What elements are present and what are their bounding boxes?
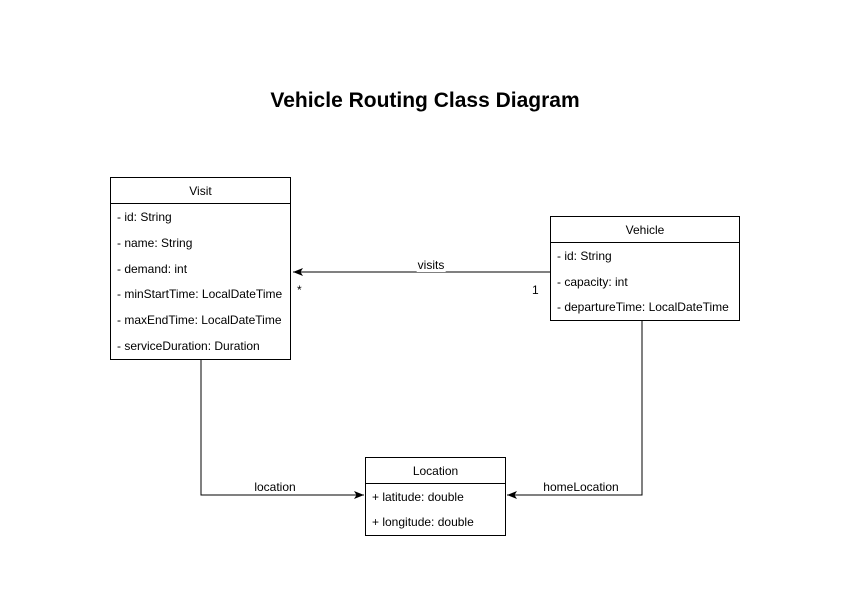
class-visit-attribute: - maxEndTime: LocalDateTime bbox=[117, 313, 282, 328]
edge-home-location[interactable] bbox=[507, 321, 642, 495]
class-visit-attribute: - id: String bbox=[117, 209, 172, 224]
class-visit-attribute: - demand: int bbox=[117, 261, 188, 276]
multiplicity-visits-source: 1 bbox=[532, 283, 539, 297]
class-vehicle-attribute: - id: String bbox=[557, 248, 612, 263]
edge-location[interactable] bbox=[201, 360, 364, 495]
class-visit-attribute: - minStartTime: LocalDateTime bbox=[117, 287, 283, 302]
class-location-attributes bbox=[366, 484, 505, 535]
class-visit-name: Visit bbox=[111, 178, 290, 204]
diagram-title: Vehicle Routing Class Diagram bbox=[270, 89, 580, 112]
multiplicity-visits-target: * bbox=[297, 283, 302, 297]
class-location-name: Location bbox=[366, 458, 505, 484]
edge-label-visits: visits bbox=[417, 258, 445, 272]
class-vehicle-attributes bbox=[551, 243, 739, 320]
edge-label-home-location: homeLocation bbox=[543, 480, 619, 494]
class-visit-attribute: - serviceDuration: Duration bbox=[117, 339, 260, 354]
class-visit[interactable] bbox=[110, 177, 291, 360]
class-vehicle[interactable] bbox=[550, 216, 740, 321]
class-location[interactable] bbox=[365, 457, 506, 536]
class-vehicle-name: Vehicle bbox=[551, 217, 739, 243]
class-vehicle-attribute: - departureTime: LocalDateTime bbox=[557, 300, 729, 315]
class-visit-attribute: - name: String bbox=[117, 235, 193, 250]
class-visit-attributes bbox=[111, 204, 290, 359]
class-vehicle-attribute: - capacity: int bbox=[557, 274, 628, 289]
edge-label-location: location bbox=[254, 480, 296, 494]
class-location-attribute: + latitude: double bbox=[372, 489, 464, 504]
class-location-attribute: + longitude: double bbox=[372, 515, 474, 530]
